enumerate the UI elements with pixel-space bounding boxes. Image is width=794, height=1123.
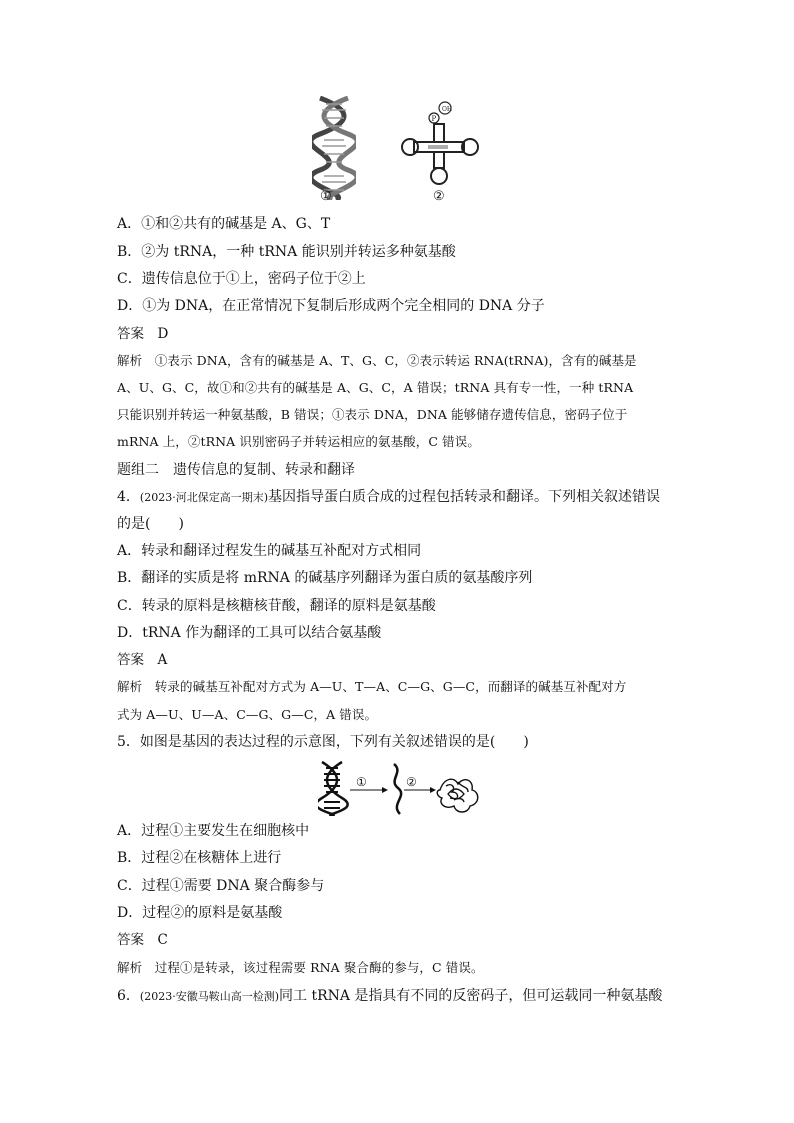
figure-label-trna: ② — [433, 189, 445, 204]
dna-double-helix-figure — [312, 96, 356, 200]
q4-answer: 答案 A — [117, 652, 168, 668]
q5-answer: 答案 C — [117, 932, 168, 948]
q5-stem: 5．如图是基因的表达过程的示意图，下列有关叙述错误的是( ) — [117, 734, 529, 750]
q4-stem — [117, 487, 660, 508]
q3-answer: 答案 D — [117, 326, 169, 342]
q5-option-a: A．过程①主要发生在细胞核中 — [117, 823, 310, 839]
q6-stem — [117, 986, 662, 1007]
q6-stem-text: 同工 tRNA 是指具有不同的反密码子，但可运载同一种氨基酸 — [279, 988, 663, 1004]
svg-text:OH: OH — [442, 106, 453, 113]
q4-option-c: C．转录的原料是核糖核苷酸，翻译的原料是氨基酸 — [117, 598, 436, 614]
svg-text:P: P — [431, 115, 437, 123]
q4-option-a: A．转录和翻译过程发生的碱基互补配对方式相同 — [117, 543, 422, 559]
q3-explanation-line: 只能识别并转运一种氨基酸，B 错误；①表示 DNA，DNA 能够储存遗传信息，密码子位于 — [117, 407, 628, 422]
section-heading: 题组二 遗传信息的复制、转录和翻译 — [117, 462, 355, 478]
q5-option-d: D．过程②的原料是氨基酸 — [117, 905, 283, 921]
q3-explanation-line: 解析 ①表示 DNA，含有的碱基是 A、T、G、C，②表示转运 RNA(tRNA)，含有的碱基是 — [117, 353, 637, 368]
q5-option-b: B．过程②在核糖体上进行 — [117, 850, 282, 866]
q4-option-b: B．翻译的实质是将 mRNA 的碱基序列翻译为蛋白质的氨基酸序列 — [117, 570, 533, 586]
q4-source: (2023·河北保定高一期末) — [139, 491, 268, 504]
dna-icon — [318, 762, 348, 816]
gene-expression-step-1: ① — [356, 775, 367, 789]
gene-expression-figure — [318, 760, 488, 816]
q3-option-b: B．②为 tRNA，一种 tRNA 能识别并转运多种氨基酸 — [117, 244, 456, 260]
q5-explanation: 解析 过程①是转录，该过程需要 RNA 聚合酶的参与，C 错误。 — [117, 960, 484, 975]
q3-option-a: A．①和②共有的碱基是 A、G、T — [117, 216, 331, 232]
q4-explanation-line: 解析 转录的碱基互补配对方式为 A—U、T—A、C—G、G—C，而翻译的碱基互补配对方 — [117, 679, 627, 694]
q3-explanation-line: mRNA 上，②tRNA 识别密码子并转运相应的氨基酸，C 错误。 — [117, 434, 480, 449]
q4-number: 4． — [117, 489, 140, 505]
q6-source: (2023·安徽马鞍山高一检测) — [139, 990, 279, 1003]
q5-option-c: C．过程①需要 DNA 聚合酶参与 — [117, 878, 325, 894]
gene-expression-step-2: ② — [406, 775, 417, 789]
q4-option-d: D．tRNA 作为翻译的工具可以结合氨基酸 — [117, 625, 382, 641]
figure-label-dna: ① — [320, 189, 332, 204]
q4-explanation-line: 式为 A—U、U—A、C—G、G—C，A 错误。 — [117, 707, 378, 722]
q6-number: 6． — [117, 988, 140, 1004]
trna-cloverleaf-figure — [398, 100, 482, 190]
q3-option-c: C．遗传信息位于①上，密码子位于②上 — [117, 271, 366, 287]
q3-option-d: D．①为 DNA，在正常情况下复制后形成两个完全相同的 DNA 分子 — [117, 298, 545, 314]
q3-explanation-line: A、U、G、C，故①和②共有的碱基是 A、G、C，A 错误；tRNA 具有专一性，一种 tRNA — [117, 380, 634, 395]
protein-icon — [437, 779, 478, 812]
mrna-strand-icon — [394, 764, 401, 814]
q4-stem-continued: 的是( ) — [117, 516, 184, 532]
q4-stem-text: 基因指导蛋白质合成的过程包括转录和翻译。下列相关叙述错误 — [268, 489, 660, 505]
